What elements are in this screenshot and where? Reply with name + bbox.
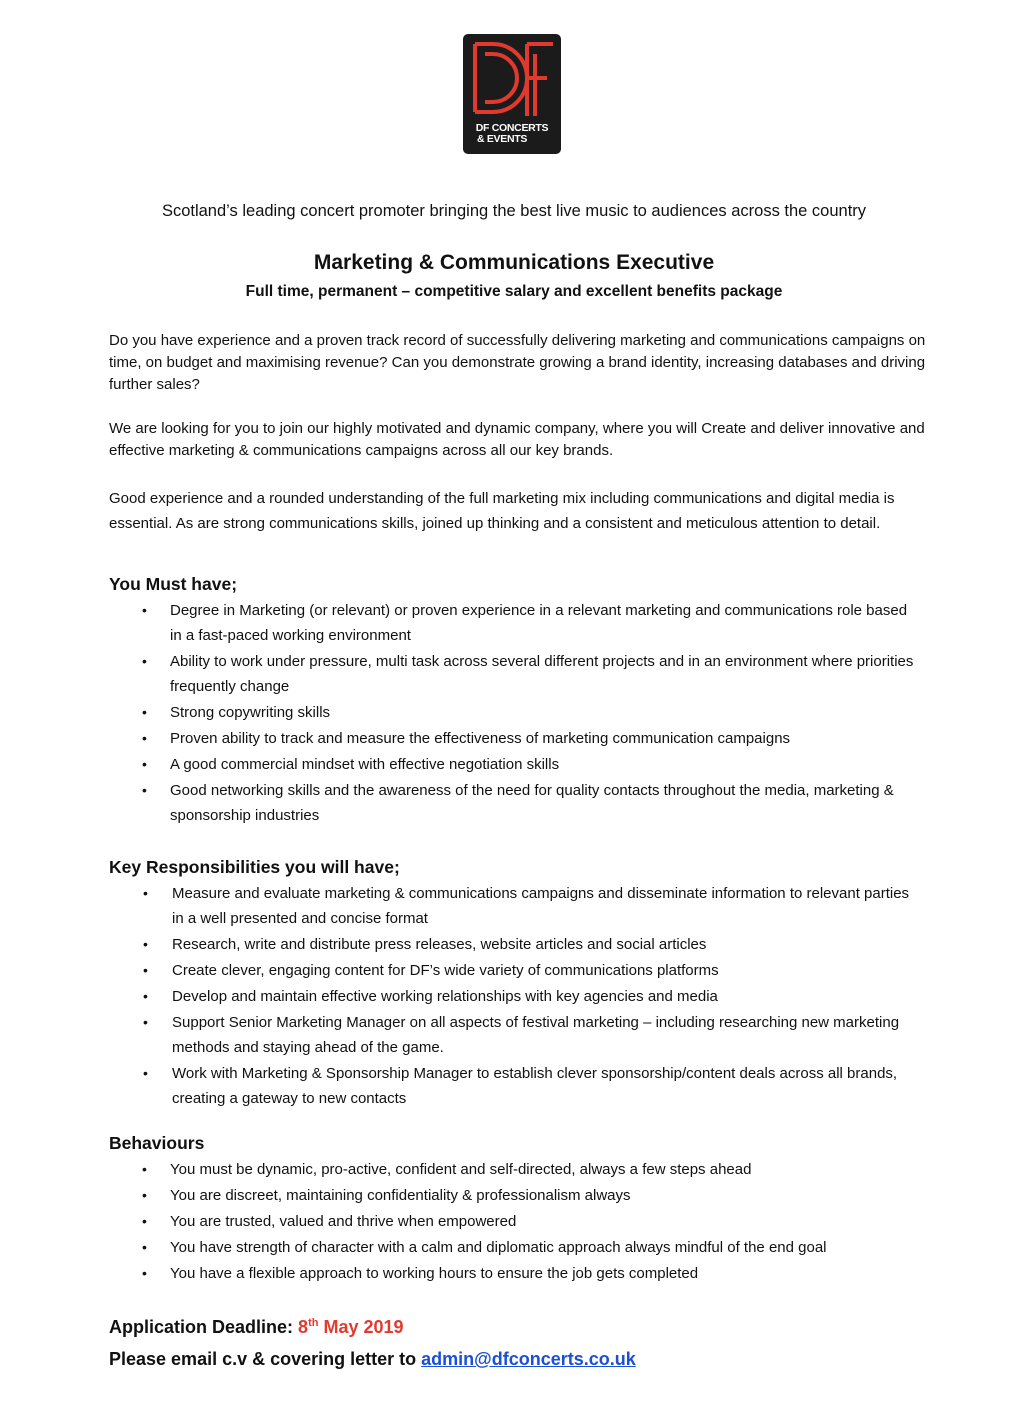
list-item [0, 932, 1028, 957]
bullet-icon: • [142, 1239, 147, 1255]
bullet-icon: • [142, 730, 147, 746]
list-item-text: Ability to work under pressure, multi task across several different projects and in an environment where priorities frequently change [170, 653, 914, 695]
list-item [0, 1261, 1028, 1286]
bullet-icon: • [142, 1161, 147, 1177]
list-item-text: You are discreet, maintaining confidentiality & professionalism always [170, 1187, 631, 1204]
job-subtitle: Full time, permanent – competitive salary and excellent benefits package [245, 283, 783, 300]
responsibilities-heading: Key Responsibilities you will have; [109, 857, 400, 877]
list-item [0, 958, 1028, 983]
list-item-text: Proven ability to track and measure the effectiveness of marketing communication campaigns [170, 730, 791, 747]
list-item [0, 726, 1028, 751]
bullet-icon: • [143, 936, 148, 952]
responsibilities-list [0, 881, 1028, 1112]
email-link[interactable]: admin@dfconcerts.co.uk [421, 1349, 636, 1369]
application-deadline [109, 1317, 404, 1338]
experience-paragraph: Good experience and a rounded understanding of the full marketing mix including communications and digital media is essential. As are strong communications skills, joined up thinking and a consistent and meticulous attention to detail. [109, 490, 895, 532]
list-item-text: Create clever, engaging content for DF’s wide variety of communications platforms [172, 962, 719, 979]
deadline-month-year: May 2019 [323, 1317, 404, 1337]
must-have-list [0, 598, 1028, 829]
logo-text-line2: & EVENTS [476, 133, 528, 145]
bullet-icon: • [142, 602, 147, 618]
list-item [0, 1010, 1028, 1060]
list-item [0, 1235, 1028, 1260]
list-item-text: Work with Marketing & Sponsorship Manager to establish clever sponsorship/content deals across all brands, creating a gateway to new contacts [172, 1065, 898, 1107]
list-item [0, 1157, 1028, 1182]
list-item [0, 700, 1028, 725]
deadline-day-suffix: th [308, 1317, 319, 1329]
bullet-icon: • [142, 756, 147, 772]
deadline-day: 8 [298, 1317, 309, 1337]
behaviours-list [0, 1157, 1028, 1287]
bullet-icon: • [143, 962, 148, 978]
bullet-icon: • [143, 1065, 148, 1081]
deadline-label: Application Deadline: [109, 1317, 294, 1337]
list-item-text: Develop and maintain effective working relationships with key agencies and media [172, 988, 718, 1005]
bullet-icon: • [143, 885, 148, 901]
application-email-line [109, 1349, 636, 1370]
bullet-icon: • [142, 782, 147, 798]
must-have-heading: You Must have; [109, 574, 238, 594]
bullet-icon: • [142, 653, 147, 669]
list-item [0, 1183, 1028, 1208]
bullet-icon: • [142, 704, 147, 720]
list-item [0, 1061, 1028, 1111]
list-item [0, 649, 1028, 699]
list-item-text: You are trusted, valued and thrive when empowered [170, 1213, 517, 1230]
bullet-icon: • [142, 1187, 147, 1203]
list-item-text: Good networking skills and the awareness of the need for quality contacts throughout the media, marketing & sponsorship industries [170, 782, 894, 824]
list-item [0, 778, 1028, 828]
bullet-icon: • [142, 1265, 147, 1281]
list-item-text: Degree in Marketing (or relevant) or proven experience in a relevant marketing and communications role based in a fast-paced working environment [170, 602, 908, 644]
list-item-text: Support Senior Marketing Manager on all aspects of festival marketing – including researching new marketing methods and staying ahead of the game. [172, 1014, 900, 1056]
tagline: Scotland’s leading concert promoter bringing the best live music to audiences across the country [161, 202, 867, 220]
df-concerts-logo [463, 34, 561, 154]
list-item [0, 1209, 1028, 1234]
list-item-text: Research, write and distribute press releases, website articles and social articles [172, 936, 707, 953]
list-item-text: Measure and evaluate marketing & communications campaigns and disseminate information to relevant parties in a well presented and concise format [172, 885, 910, 927]
list-item-text: You have strength of character with a calm and diplomatic approach always mindful of the end goal [170, 1239, 827, 1256]
bullet-icon: • [142, 1213, 147, 1229]
job-title: Marketing & Communications Executive [313, 251, 715, 274]
intro-paragraph: Do you have experience and a proven track record of successfully delivering marketing and communications campaigns on time, on budget and maximising revenue? Can you demonstrate growing a brand identity, increasing databases and driving further sales? [109, 332, 926, 393]
list-item [0, 598, 1028, 648]
list-item-text: A good commercial mindset with effective negotiation skills [170, 756, 560, 773]
company-paragraph: We are looking for you to join our highly motivated and dynamic company, where you will Create and deliver innovative and effective marketing & communications campaigns across all our key brands. [109, 420, 925, 459]
deadline-date [298, 1317, 403, 1337]
logo-text-line1: DF CONCERTS [475, 122, 549, 134]
list-item [0, 752, 1028, 777]
bullet-icon: • [143, 988, 148, 1004]
list-item [0, 881, 1028, 931]
list-item-text: You must be dynamic, pro-active, confident and self-directed, always a few steps ahead [170, 1161, 752, 1178]
list-item [0, 984, 1028, 1009]
list-item-text: Strong copywriting skills [170, 704, 331, 721]
behaviours-heading: Behaviours [109, 1133, 205, 1153]
bullet-icon: • [143, 1014, 148, 1030]
email-label: Please email c.v & covering letter to [109, 1349, 417, 1369]
list-item-text: You have a flexible approach to working hours to ensure the job gets completed [170, 1265, 699, 1282]
